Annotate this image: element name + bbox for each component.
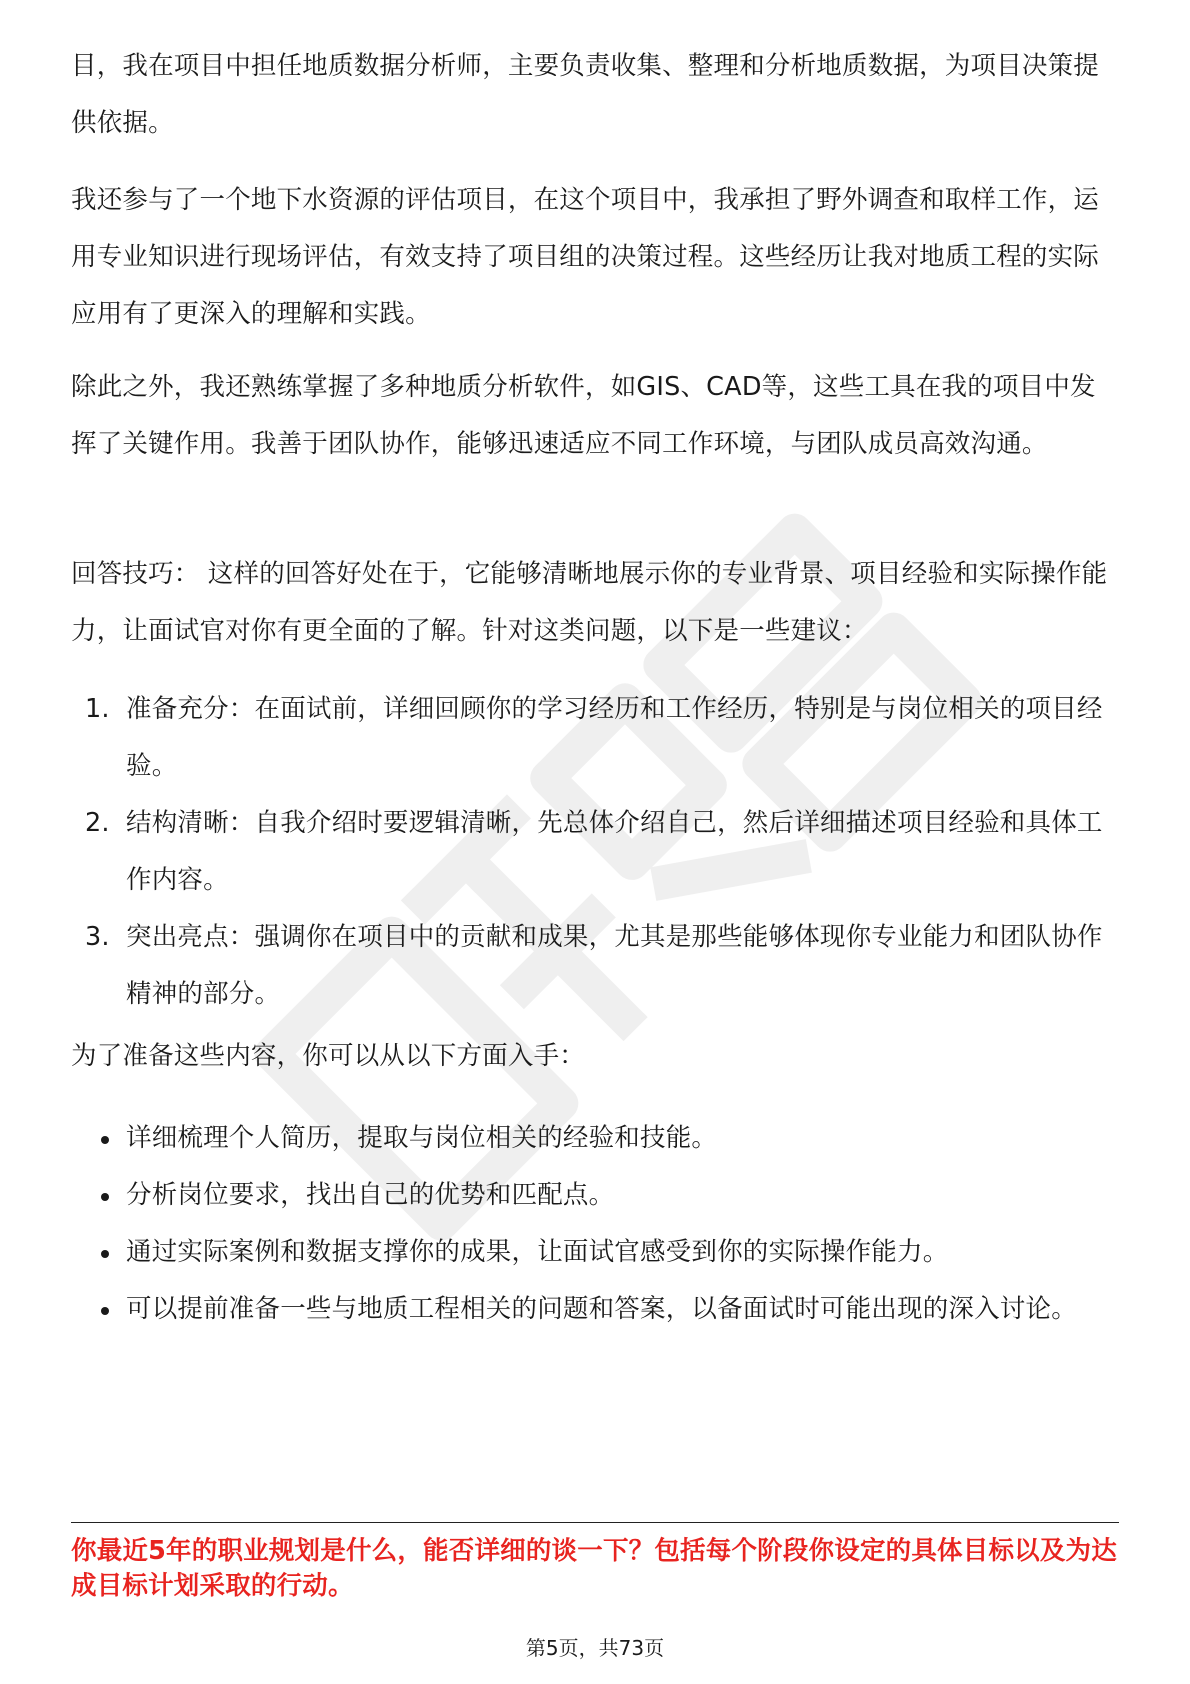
paragraph-project-role: 目，我在项目中担任地质数据分析师，主要负责收集、整理和分析地质数据，为项目决策提供依据。 xyxy=(71,51,1100,138)
numbered-suggestion-list xyxy=(71,681,1119,1023)
list-number: 3. xyxy=(85,922,110,952)
list-item xyxy=(71,909,1119,1023)
interview-question: 你最近5年的职业规划是什么，能否详细的谈一下？包括每个阶段你设定的具体目标以及为达成目标计划采取的行动。 xyxy=(71,1536,1117,1601)
list-item xyxy=(71,795,1119,909)
list-item-text: 可以提前准备一些与地质工程相关的问题和答案，以备面试时可能出现的深入讨论。 xyxy=(126,1294,1077,1324)
bullet-icon xyxy=(101,1136,109,1144)
list-number: 1. xyxy=(85,694,110,724)
bullet-icon xyxy=(101,1250,109,1258)
paragraph-preparation-intro: 为了准备这些内容，你可以从以下方面入手： xyxy=(71,1041,586,1071)
list-item-text: 结构清晰：自我介绍时要逻辑清晰，先总体介绍自己，然后详细描述项目经验和具体工作内容。 xyxy=(126,808,1103,895)
list-item-text: 分析岗位要求，找出自己的优势和匹配点。 xyxy=(126,1180,615,1210)
paragraph-software-skills: 除此之外，我还熟练掌握了多种地质分析软件，如GIS、CAD等，这些工具在我的项目中发挥了关键作用。我善于团队协作，能够迅速适应不同工作环境，与团队成员高效沟通。 xyxy=(71,372,1096,459)
list-item-text: 准备充分：在面试前，详细回顾你的学习经历和工作经历，特别是与岗位相关的项目经验。 xyxy=(126,694,1103,781)
bullet-preparation-list xyxy=(71,1110,1119,1338)
list-item-text: 详细梳理个人简历，提取与岗位相关的经验和技能。 xyxy=(126,1123,718,1153)
list-item xyxy=(71,1167,1119,1224)
list-item-text: 通过实际案例和数据支撑你的成果，让面试官感受到你的实际操作能力。 xyxy=(126,1237,949,1267)
list-item xyxy=(71,1110,1119,1167)
paragraph-groundwater-project: 我还参与了一个地下水资源的评估项目，在这个项目中，我承担了野外调查和取样工作，运用专业知识进行现场评估，有效支持了项目组的决策过程。这些经历让我对地质工程的实际应用有了更深入的理解和实践。 xyxy=(71,185,1100,329)
section-divider xyxy=(71,1522,1119,1523)
list-item xyxy=(71,1281,1119,1338)
document-page xyxy=(71,0,1119,1684)
list-number: 2. xyxy=(85,808,110,838)
page-number: 第5页，共73页 xyxy=(525,1636,665,1660)
bullet-icon xyxy=(101,1193,109,1201)
list-item xyxy=(71,681,1119,795)
list-item xyxy=(71,1224,1119,1281)
list-item-text: 突出亮点：强调你在项目中的贡献和成果，尤其是那些能够体现你专业能力和团队协作精神的部分。 xyxy=(126,922,1103,1009)
paragraph-answer-tips: 回答技巧： 这样的回答好处在于，它能够清晰地展示你的专业背景、项目经验和实际操作能力，让面试官对你有更全面的了解。针对这类问题，以下是一些建议： xyxy=(71,559,1108,646)
bullet-icon xyxy=(101,1307,109,1315)
